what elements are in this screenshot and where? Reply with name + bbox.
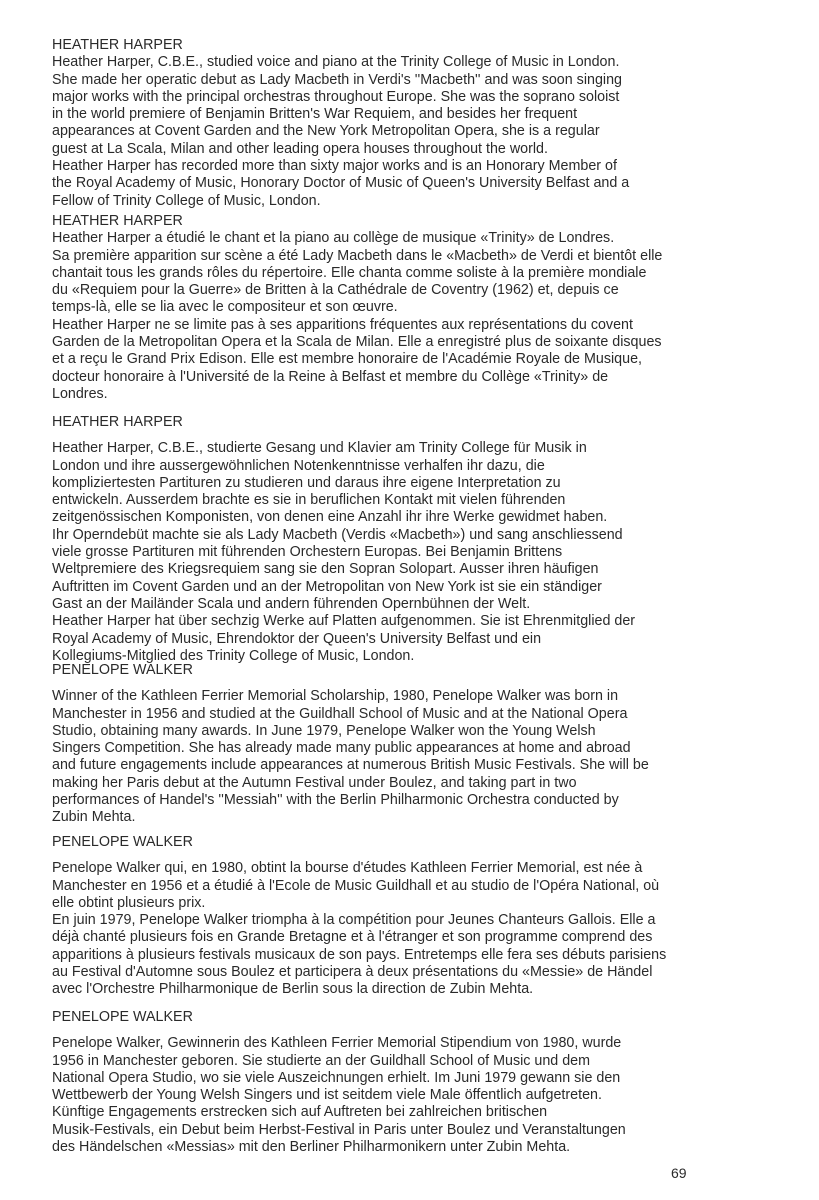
section-heading: HEATHER HARPER [52, 37, 183, 53]
text-line: déjà chanté plusieurs fois en Grande Bretagne et à l'étranger et son programme comprend des [52, 929, 653, 946]
text-line: Zubin Mehta. [52, 809, 136, 826]
text-line: Singers Competition. She has already made many public appearances at home and abroad [52, 740, 631, 757]
text-line: Manchester en 1956 et a étudié à l'Ecole de Music Guildhall et au studio de l'Opéra National, où [52, 877, 660, 894]
text-line: Sa première apparition sur scène a été Lady Macbeth dans le «Macbeth» de Verdi et bientôt elle [52, 247, 663, 264]
text-line: kompliziertesten Partituren zu studieren und daraus ihre eigene Interpretation zu [52, 474, 561, 491]
text-line: Weltpremiere des Kriegsrequiem sang sie den Sopran Solopart. Ausser ihren häufigen [52, 561, 599, 578]
paragraph [52, 54, 782, 158]
paragraph [52, 158, 782, 210]
text-line: chantait tous les grands rôles du répertoire. Elle chanta comme soliste à la première mondiale [52, 264, 647, 281]
text-line: docteur honoraire à l'Université de la Reine à Belfast et membre du Collège «Trinity» de [52, 368, 609, 385]
text-line: Royal Academy of Music, Ehrendoktor der Queen's University Belfast und ein [52, 630, 542, 647]
section-heading: HEATHER HARPER [52, 414, 183, 430]
paragraph [52, 230, 782, 316]
text-line: Heather Harper, C.B.E., studied voice and piano at the Trinity College of Music in London. [52, 54, 620, 71]
text-line: Penelope Walker, Gewinnerin des Kathleen Ferrier Memorial Stipendium von 1980, wurde [52, 1035, 622, 1052]
text-line: major works with the principal orchestras throughout Europe. She was the soprano soloist [52, 88, 620, 105]
text-line: Heather Harper, C.B.E., studierte Gesang und Klavier am Trinity College für Musik in [52, 440, 587, 457]
text-line: du «Requiem pour la Guerre» de Britten à la Cathédrale de Coventry (1962) et, depuis ce [52, 282, 619, 299]
text-line: Musik-Festivals, ein Debut beim Herbst-Festival in Paris unter Boulez und Veranstaltungen [52, 1121, 626, 1138]
text-line: des Händelschen «Messias» mit den Berliner Philharmonikern unter Zubin Mehta. [52, 1139, 571, 1156]
text-line: 1956 in Manchester geboren. Sie studierte an der Guildhall School of Music und dem [52, 1052, 591, 1069]
text-line: National Opera Studio, wo sie viele Auszeichnungen erhielt. Im Juni 1979 gewann sie den [52, 1069, 621, 1086]
paragraph [52, 912, 782, 998]
text-line: Heather Harper has recorded more than sixty major works and is an Honorary Member of [52, 158, 617, 175]
section-heading: PENELOPE WALKER [52, 834, 193, 850]
bio-section-penelope-walker-en [52, 662, 782, 827]
text-line: Fellow of Trinity College of Music, London. [52, 192, 321, 209]
text-line: making her Paris debut at the Autumn Festival under Boulez, and taking part in two [52, 774, 577, 791]
text-line: Londres. [52, 385, 108, 402]
text-line: viele grosse Partituren mit führenden Orchestern Europas. Bei Benjamin Brittens [52, 544, 563, 561]
text-line: Künftige Engagements erstrecken sich auf Auftreten bei zahlreichen britischen [52, 1104, 548, 1121]
text-line: Garden de la Metropolitan Opera et la Scala de Milan. Elle a enregistré plus de soixante disques [52, 334, 662, 351]
text-line: zeitgenössischen Komponisten, von denen eine Anzahl ihr ihre Werke gewidmet haben. [52, 509, 608, 526]
bio-section-heather-harper-fr [52, 213, 782, 403]
text-line: elle obtint plusieurs prix. [52, 894, 206, 911]
section-heading: HEATHER HARPER [52, 213, 183, 229]
text-line: Heather Harper ne se limite pas à ses apparitions fréquentes aux représentations du covent [52, 316, 633, 333]
text-line: entwickeln. Ausserdem brachte es sie in beruflichen Kontakt mit vielen führenden [52, 492, 566, 509]
text-line: guest at La Scala, Milan and other leading opera houses throughout the world. [52, 140, 548, 157]
page-number: 69 [671, 1165, 687, 1181]
text-line: the Royal Academy of Music, Honorary Doctor of Music of Queen's University Belfast and a [52, 175, 630, 192]
text-line: Winner of the Kathleen Ferrier Memorial Scholarship, 1980, Penelope Walker was born in [52, 688, 619, 705]
bio-section-heather-harper-de [52, 414, 782, 665]
text-line: in the world premiere of Benjamin Britten's War Requiem, and besides her frequent [52, 106, 578, 123]
text-line: and future engagements include appearances at numerous British Music Festivals. She will be [52, 757, 649, 774]
text-line: Manchester in 1956 and studied at the Guildhall School of Music and at the National Opera [52, 705, 628, 722]
bio-section-heather-harper-en [52, 37, 782, 210]
text-line: appearances at Covent Garden and the New York Metropolitan Opera, she is a regular [52, 123, 600, 140]
text-line: London und ihre aussergewöhnlichen Notenkenntnisse verhalfen ihr dazu, die [52, 457, 545, 474]
section-heading: PENELOPE WALKER [52, 1009, 193, 1025]
text-line: performances of Handel's ''Messiah'' with the Berlin Philharmonic Orchestra conducted by [52, 792, 619, 809]
paragraph [52, 1035, 782, 1156]
text-line: temps-là, elle se lia avec le compositeur et son œuvre. [52, 299, 398, 316]
text-line: Heather Harper a étudié le chant et la piano au collège de musique «Trinity» de Londres. [52, 230, 615, 247]
section-heading: PENELOPE WALKER [52, 662, 193, 678]
text-line: avec l'Orchestre Philharmonique de Berlin sous la direction de Zubin Mehta. [52, 981, 534, 998]
paragraph [52, 688, 782, 826]
paragraph [52, 860, 782, 912]
text-line: et a reçu le Grand Prix Edison. Elle est membre honoraire de l'Académie Royale de Musique, [52, 351, 642, 368]
text-line: En juin 1979, Penelope Walker triompha à la compétition pour Jeunes Chanteurs Gallois. Elle a [52, 912, 656, 929]
text-line: Auftritten im Covent Garden und an der Metropolitan von New York ist sie ein ständiger [52, 578, 602, 595]
text-line: Gast an der Mailänder Scala und andern führenden Opernbühnen der Welt. [52, 595, 531, 612]
bio-section-penelope-walker-de [52, 1009, 782, 1156]
text-line: au Festival d'Automne sous Boulez et participera à deux présentations du «Messie» de Händel [52, 964, 653, 981]
text-line: Heather Harper hat über sechzig Werke auf Platten aufgenommen. Sie ist Ehrenmitglied der [52, 613, 636, 630]
text-line: Ihr Operndebüt machte sie als Lady Macbeth (Verdis «Macbeth») und sang anschliessend [52, 526, 623, 543]
text-line: Penelope Walker qui, en 1980, obtint la bourse d'études Kathleen Ferrier Memorial, est née à [52, 860, 643, 877]
text-line: She made her operatic debut as Lady Macbeth in Verdi's ''Macbeth'' and was soon singing [52, 71, 622, 88]
paragraph [52, 317, 782, 403]
paragraph [52, 440, 782, 526]
paragraph [52, 613, 782, 665]
text-line: apparitions à plusieurs festivals musicaux de son pays. Entretemps elle fera ses débuts parisiens [52, 946, 667, 963]
text-line: Kollegiums-Mitglied des Trinity College of Music, London. [52, 647, 415, 664]
text-line: Wettbewerb der Young Welsh Singers und ist seitdem viele Male öffentlich aufgetreten. [52, 1087, 602, 1104]
bio-section-penelope-walker-fr [52, 834, 782, 999]
text-line: Studio, obtaining many awards. In June 1979, Penelope Walker won the Young Welsh [52, 722, 596, 739]
paragraph [52, 527, 782, 613]
